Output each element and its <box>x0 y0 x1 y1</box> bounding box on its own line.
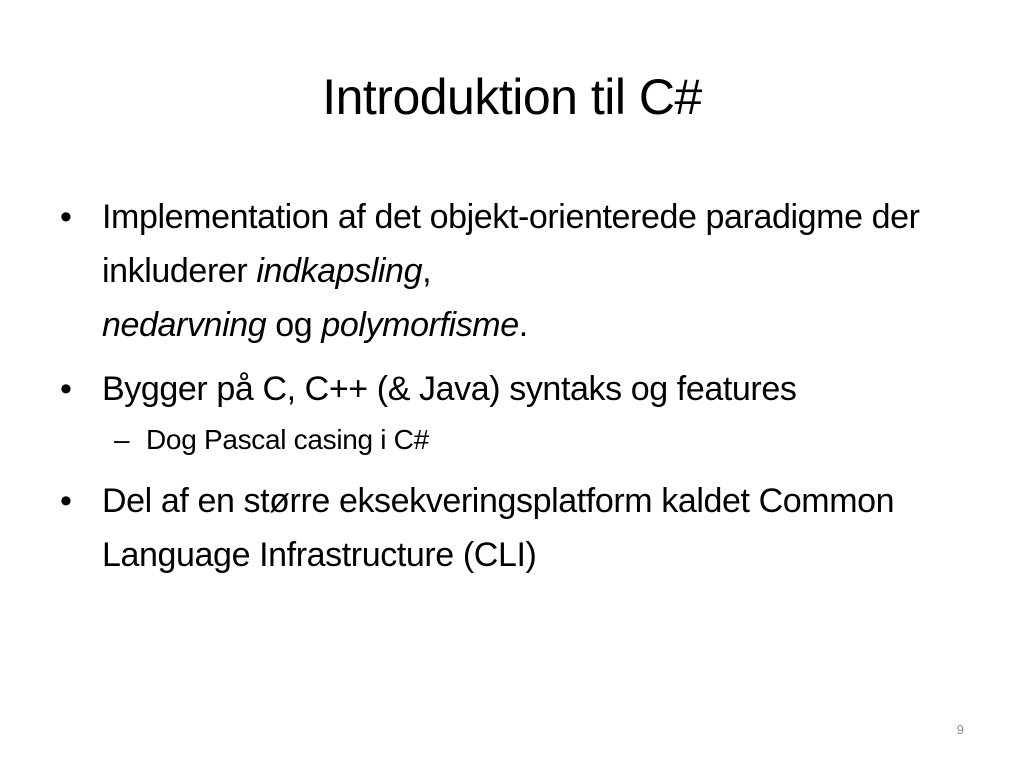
subbullet-text: Dog Pascal casing i C# <box>146 424 429 455</box>
italic-term-indkapsling: indkapsling <box>256 252 423 290</box>
bullet-marker: • <box>60 482 72 520</box>
bullet-item-1 <box>60 190 960 352</box>
subbullet-marker: – <box>114 424 130 455</box>
subbullet-item-1 <box>60 420 960 460</box>
bullet-text: . <box>518 306 528 344</box>
bullet-text: , <box>422 252 432 290</box>
bullet-text: Del af en større eksekveringsplatform kaldet Common Language Infrastructure (CLI) <box>102 482 895 574</box>
bullet-text: Implementation af det objekt-orienterede paradigme der inkluderer <box>102 198 920 290</box>
slide-title: Introduktion til C# <box>322 69 702 125</box>
bullet-item-3 <box>60 474 960 582</box>
bullet-list <box>60 190 960 592</box>
page-number: 9 <box>956 722 964 737</box>
bullet-item-2 <box>60 362 960 416</box>
bullet-text: Bygger på C, C++ (& Java) syntaks og features <box>102 370 797 408</box>
italic-term-nedarvning: nedarvning <box>102 306 267 344</box>
bullet-text: og <box>266 306 322 344</box>
bullet-marker: • <box>60 198 72 236</box>
bullet-marker: • <box>60 370 72 408</box>
italic-term-polymorfisme: polymorfisme <box>321 306 519 344</box>
